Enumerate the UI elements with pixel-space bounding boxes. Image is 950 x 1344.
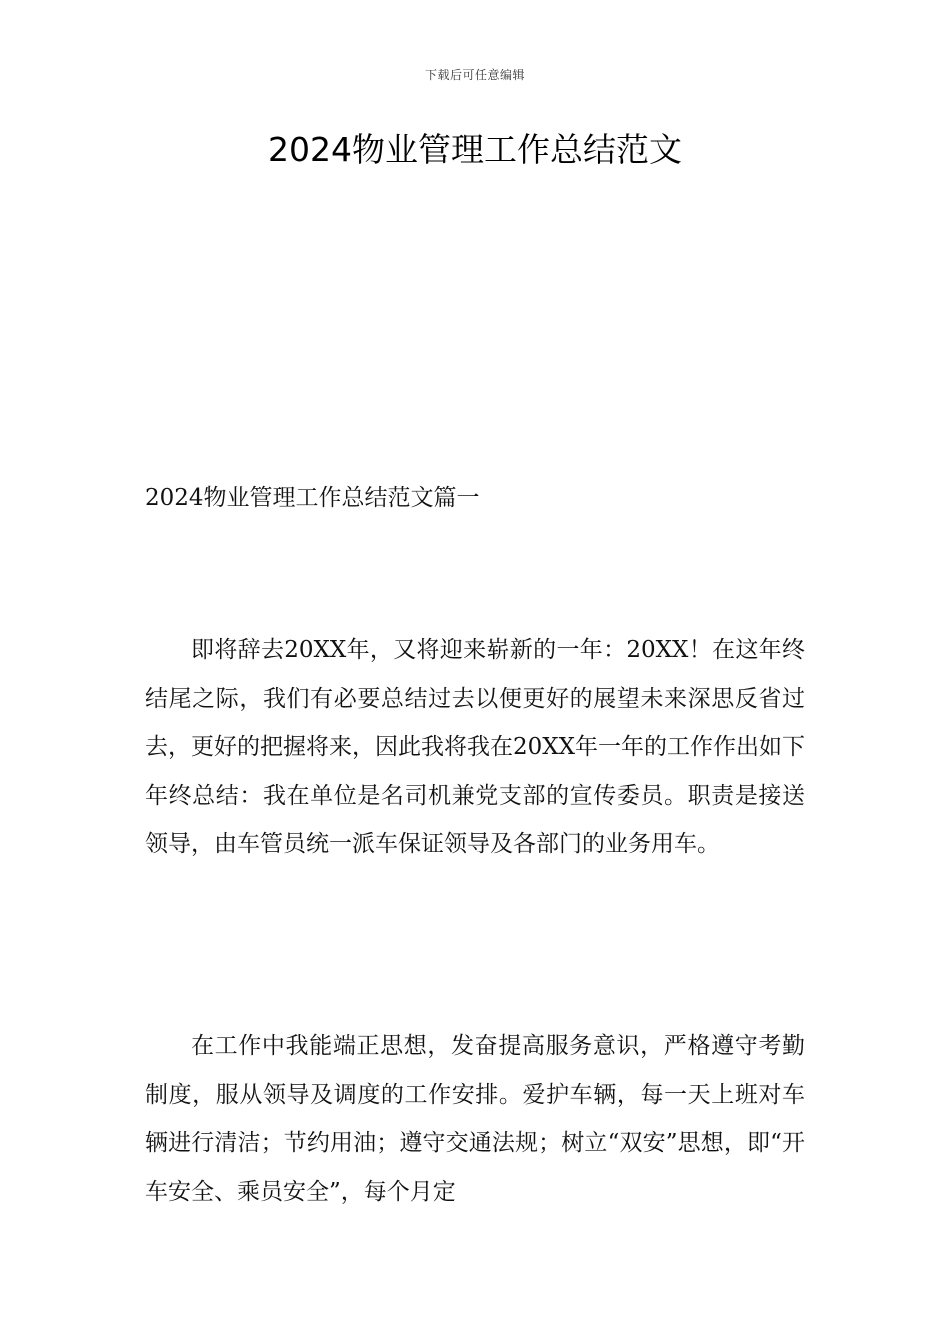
header-note: 下载后可任意编辑 xyxy=(424,68,525,82)
body-paragraph-2: 在工作中我能端正思想，发奋提高服务意识，严格遵守考勤制度，服从领导及调度的工作安排。爱护车辆，每一天上班对车辆进行清洁；节约用油；遵守交通法规；树立“双安”思想，即“开车安全、乘员安全”，每个月定 xyxy=(145,1033,805,1205)
body-paragraph-1: 即将辞去20XX年，又将迎来崭新的一年：20XX！在这年终结尾之际，我们有必要总结过去以便更好的展望未来深思反省过去，更好的把握将来，因此我将我在20XX年一年的工作作出如下年终总结：我在单位是名司机兼党支部的宣传委员。职责是接送领导，由车管员统一派车保证领导及各部门的业务用车。 xyxy=(145,637,806,858)
section-heading: 2024物业管理工作总结范文篇一 xyxy=(145,485,480,511)
document-title: 2024物业管理工作总结范文 xyxy=(268,130,682,169)
